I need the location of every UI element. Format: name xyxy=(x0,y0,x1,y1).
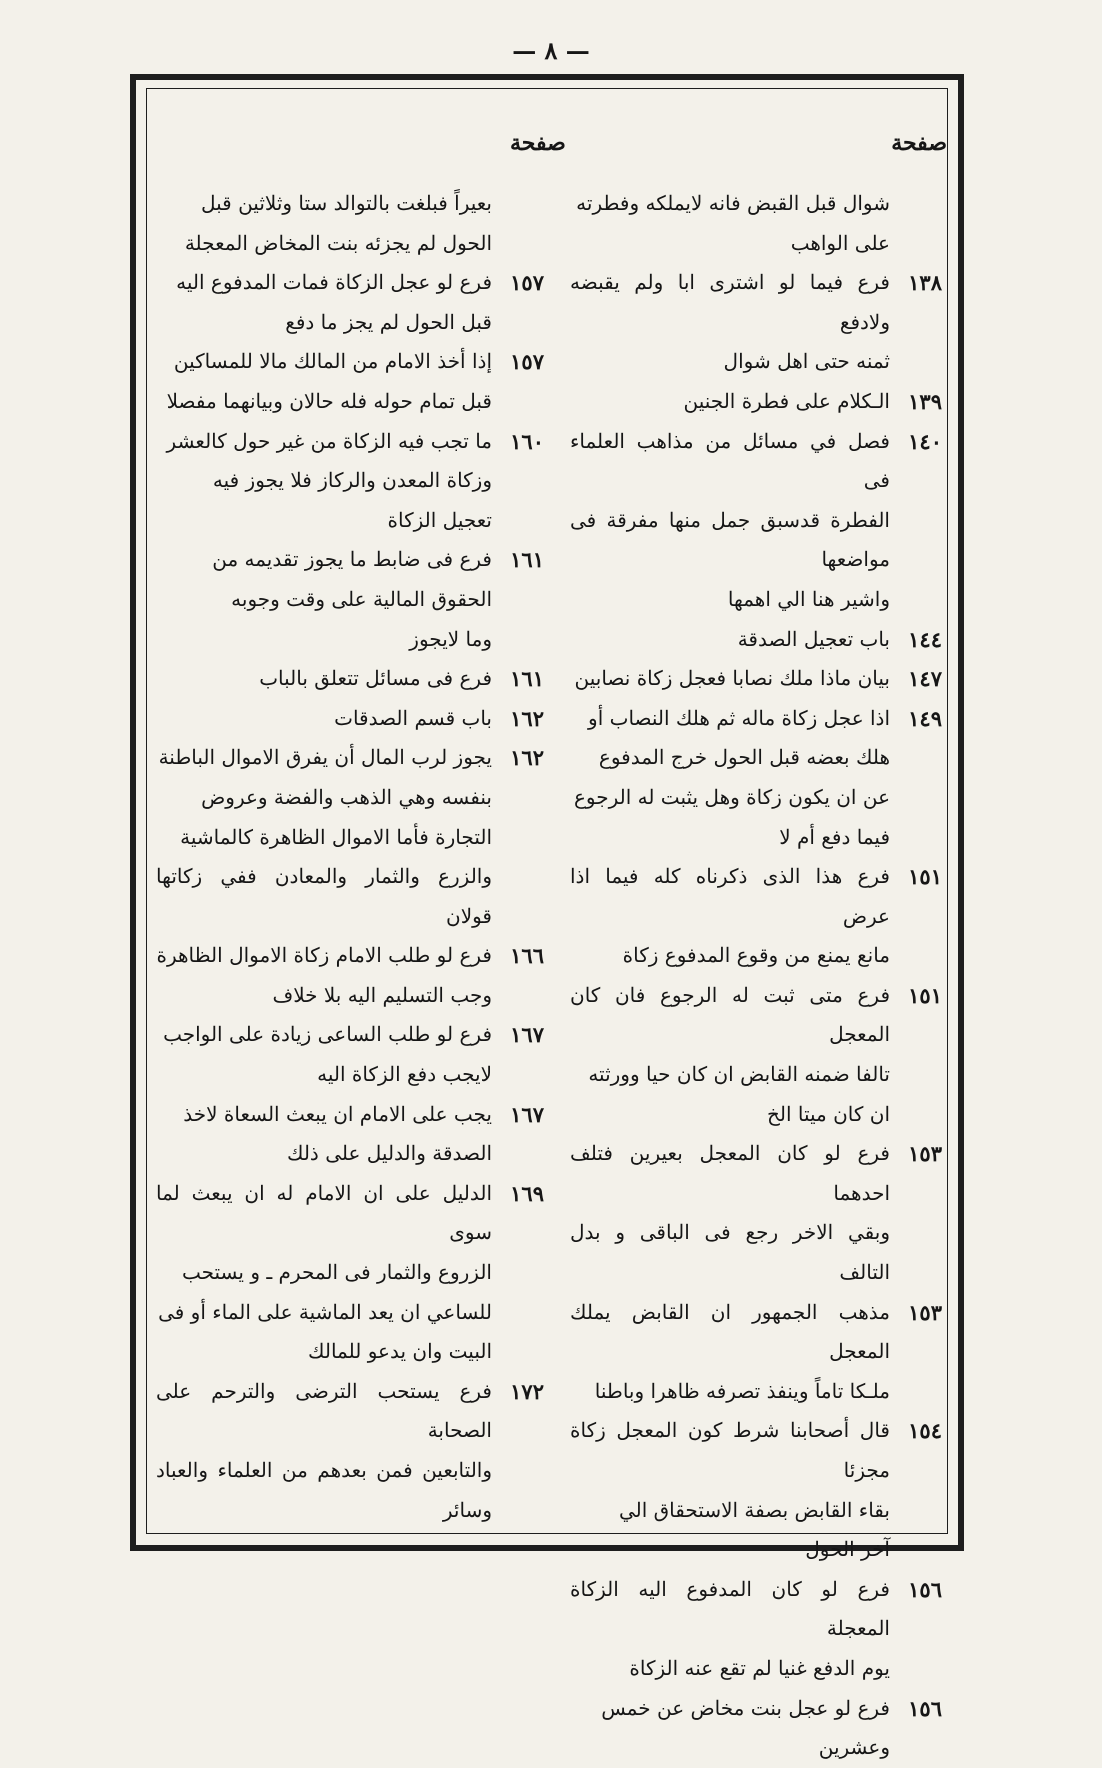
entry-title-line: الحول لم يجزئه بنت المخاض المعجلة xyxy=(184,230,492,255)
index-entry xyxy=(570,1570,942,1689)
entry-page-number: ١٥٦ xyxy=(908,1576,942,1602)
entry-title-line: بعيراً فبلغت بالتوالد ستا وثلاثين قبل xyxy=(200,191,492,215)
entry-title-line: فصل في مسائل من مذاهب العلماء فى xyxy=(570,428,890,493)
entry-page-number: ١٥٦ xyxy=(908,1695,942,1721)
entry-page-number: ١٦٢ xyxy=(510,745,544,771)
entry-title xyxy=(570,382,890,422)
entry-title xyxy=(570,857,890,976)
entry-title xyxy=(570,1134,890,1292)
entry-title-line: إذا أخذ الامام من المالك مالا للمساكين xyxy=(173,349,492,374)
entry-title xyxy=(570,263,890,382)
entry-page-number: ١٧٢ xyxy=(510,1378,544,1404)
entry-title-line: تعجيل الزكاة xyxy=(387,507,492,532)
entry-title-line: فرع يستحب الترضى والترحم على الصحابة xyxy=(156,1378,492,1443)
entry-title-line: لايجب دفع الزكاة اليه xyxy=(317,1062,492,1087)
entry-title-line: اذا عجل زكاة ماله ثم هلك النصاب أو xyxy=(588,705,890,730)
entry-title-line: فرع لو طلب الامام زكاة الاموال الظاهرة xyxy=(156,943,492,968)
entry-title xyxy=(156,342,492,421)
entry-title-line: بقاء القابض بصفة الاستحقاق الي xyxy=(618,1497,890,1522)
entry-title-line: قبل تمام حوله فله حالان وبيانهما مفصلا xyxy=(166,388,492,413)
index-entry xyxy=(570,620,942,660)
entry-title-line: وبقي الاخر رجع فى الباقى و بدل التالف xyxy=(570,1220,890,1285)
entry-title-line: قال أصحابنا شرط كون المعجل زكاة مجزئا xyxy=(570,1418,890,1482)
index-entry xyxy=(570,1411,942,1569)
entry-title-line: للساعي ان يعد الماشية على الماء أو فى xyxy=(158,1299,492,1324)
entry-title xyxy=(570,1570,890,1689)
index-entry xyxy=(570,1134,942,1292)
index-entry xyxy=(156,184,544,263)
entry-title xyxy=(570,620,890,660)
entry-page-number: ١٦٧ xyxy=(510,1101,544,1127)
entry-title-line: عن ان يكون زكاة وهل يثبت له الرجوع xyxy=(573,784,890,809)
entry-title-line: فرع لو عجل بنت مخاض عن خمس xyxy=(601,1695,890,1720)
entry-title-line: فرع فى ضابط ما يجوز تقديمه من xyxy=(212,547,492,572)
entry-title xyxy=(570,422,890,620)
index-entry xyxy=(156,1174,544,1372)
entry-title-line: بيان ماذا ملك نصابا فعجل زكاة نصابين xyxy=(574,666,890,691)
index-entry xyxy=(570,1293,942,1412)
entry-page-number: ١٥٧ xyxy=(510,349,544,375)
entry-page-number: ١٦٧ xyxy=(510,1022,544,1048)
entry-title-line: الدليل على ان الامام له ان يبعث لما سوى xyxy=(156,1180,492,1245)
entry-page-number: ١٦١ xyxy=(510,547,544,573)
entry-page-number: ١٥٣ xyxy=(908,1299,942,1325)
right-column-header: صفحة xyxy=(891,130,947,156)
entry-title-line: الزروع والثمار فى المحرم ـ و يستحب xyxy=(181,1260,492,1285)
entry-title xyxy=(156,422,492,541)
entry-title-line: وزكاة المعدن والركاز فلا يجوز فيه xyxy=(212,468,492,493)
index-entry xyxy=(156,422,544,541)
entry-page-number: ١٥٤ xyxy=(908,1418,942,1444)
entry-title-line: شوال قبل القبض فانه لايملكه وفطرته xyxy=(576,191,890,215)
index-entry xyxy=(570,699,942,857)
entry-title xyxy=(156,1095,492,1174)
entry-title-line: فرع لو طلب الساعى زيادة على الواجب xyxy=(163,1022,492,1047)
index-entry xyxy=(570,659,942,699)
entry-title-line: مانع يمنع من وقوع المدفوع زكاة xyxy=(622,943,890,968)
index-entry xyxy=(156,1372,544,1530)
entry-title-line: وجب التسليم اليه بلا خلاف xyxy=(272,982,492,1007)
entry-title-line: والتابعين فمن بعدهم من العلماء والعباد وسائر xyxy=(156,1458,492,1522)
index-entry xyxy=(156,263,544,342)
entry-title xyxy=(156,1372,492,1530)
entry-title-line: والزرع والثمار والمعادن ففي زكاتها قولان xyxy=(156,864,492,928)
entry-title-line: هلك بعضه قبل الحول خرج المدفوع xyxy=(598,745,890,770)
entry-title-line: وما لايجوز xyxy=(409,626,492,651)
entry-title xyxy=(156,738,492,936)
entry-title-line: فرع لو كان المعجل بعيرين فتلف احدهما xyxy=(570,1141,890,1205)
entry-title-line: التجارة فأما الاموال الظاهرة كالماشية xyxy=(180,824,492,849)
entry-title-line: باب قسم الصدقات xyxy=(334,705,492,730)
entry-page-number: ١٣٨ xyxy=(908,270,942,296)
entry-title-line: ملـكا تاماً وينفذ تصرفه ظاهرا وباطنا xyxy=(594,1378,890,1403)
entry-title-line: فرع هذا الذى ذكرناه كله فيما اذا عرض xyxy=(570,864,890,928)
entry-title xyxy=(570,1689,890,1768)
index-entry xyxy=(156,699,544,739)
entry-title-line: ثمنه حتى اهل شوال xyxy=(723,349,890,374)
entry-title xyxy=(156,1174,492,1372)
entry-title-line: الصدقة والدليل على ذلك xyxy=(286,1141,492,1166)
entry-title xyxy=(156,936,492,1015)
index-entry xyxy=(156,936,544,1015)
entry-title xyxy=(570,659,890,699)
entry-title xyxy=(156,659,492,699)
entry-title-line: فرع لو كان المدفوع اليه الزكاة المعجلة xyxy=(570,1576,890,1641)
entry-title-line: وعشرين xyxy=(818,1735,890,1760)
entry-title xyxy=(570,976,890,1134)
index-entry xyxy=(570,976,942,1134)
index-entry xyxy=(570,263,942,382)
entry-title-line: بنفسه وهي الذهب والفضة وعروض xyxy=(201,784,492,809)
entry-page-number: ١٤٩ xyxy=(908,705,942,731)
entry-title-line: قبل الحول لم يجز ما دفع xyxy=(285,309,492,334)
entry-title-line: فرع متى ثبت له الرجوع فان كان المعجل xyxy=(570,982,890,1047)
entry-title-line: يجب على الامام ان يبعث السعاة لاخذ xyxy=(183,1101,492,1126)
index-entry xyxy=(570,184,942,263)
entry-title xyxy=(570,1411,890,1569)
entry-title xyxy=(156,1015,492,1094)
entry-title-line: مذهب الجمهور ان القابض يملك المعجل xyxy=(570,1299,890,1364)
entry-page-number: ١٤٤ xyxy=(908,626,942,652)
entry-title-line: على الواهب xyxy=(790,230,890,255)
entry-page-number: ١٥١ xyxy=(908,864,942,890)
index-entry xyxy=(570,422,942,620)
entry-page-number: ١٦٦ xyxy=(510,943,544,969)
entry-title-line: ما تجب فيه الزكاة من غير حول كالعشر xyxy=(166,428,492,453)
left-column-header: صفحة xyxy=(510,130,566,156)
entry-title xyxy=(570,184,890,263)
entry-title-line: تالفا ضمنه القابض ان كان حيا وورثته xyxy=(588,1062,890,1087)
index-entry xyxy=(156,1095,544,1174)
entry-title xyxy=(156,540,492,659)
entry-title-line: يوم الدفع غنيا لم تقع عنه الزكاة xyxy=(629,1655,890,1680)
entry-page-number: ١٦٢ xyxy=(510,705,544,731)
entry-page-number: ١٦١ xyxy=(510,666,544,692)
entry-title-line: الـكلام على فطرة الجنين xyxy=(683,388,890,413)
index-column-left xyxy=(156,184,544,1530)
entry-page-number: ١٤٠ xyxy=(908,428,942,454)
entry-page-number: ١٥١ xyxy=(908,982,942,1008)
entry-page-number: ١٣٩ xyxy=(908,388,942,414)
index-column-right xyxy=(570,184,942,1768)
entry-title xyxy=(570,1293,890,1412)
index-entry xyxy=(156,342,544,421)
entry-title-line: فيما دفع أم لا xyxy=(779,824,890,849)
entry-title xyxy=(156,263,492,342)
index-entry xyxy=(570,1689,942,1768)
entry-page-number: ١٥٣ xyxy=(908,1141,942,1167)
entry-title-line: ان كان ميتا الخ xyxy=(766,1101,890,1126)
index-entry xyxy=(156,1015,544,1094)
entry-page-number: ١٦٩ xyxy=(510,1180,544,1206)
entry-title-line: آخر الحول xyxy=(805,1537,890,1562)
entry-title-line: يجوز لرب المال أن يفرق الاموال الباطنة xyxy=(158,745,492,770)
entry-title-line: الحقوق المالية على وقت وجوبه xyxy=(231,586,492,611)
index-entry xyxy=(156,659,544,699)
index-entry xyxy=(570,382,942,422)
entry-title xyxy=(570,699,890,857)
entry-title-line: فرع لو عجل الزكاة فمات المدفوع اليه xyxy=(176,270,492,295)
entry-title-line: واشير هنا الي اهمها xyxy=(727,586,890,611)
entry-title xyxy=(156,699,492,739)
page-number: — ٨ — xyxy=(512,36,590,65)
entry-title-line: فرع فيما لو اشترى ابا ولم يقبضه ولادفع xyxy=(570,270,890,334)
entry-title-line: فرع فى مسائل تتعلق بالباب xyxy=(259,666,492,691)
entry-title-line: الفطرة قدسبق جمل منها مفرقة فى مواضعها xyxy=(570,507,890,572)
entry-title xyxy=(156,184,492,263)
entry-title-line: البيت وان يدعو للمالك xyxy=(308,1339,492,1364)
index-entry xyxy=(156,738,544,936)
entry-page-number: ١٥٧ xyxy=(510,270,544,296)
entry-title-line: باب تعجيل الصدقة xyxy=(737,626,890,651)
entry-page-number: ١٤٧ xyxy=(908,666,942,692)
entry-page-number: ١٦٠ xyxy=(510,428,544,454)
index-entry xyxy=(570,857,942,976)
index-entry xyxy=(156,540,544,659)
